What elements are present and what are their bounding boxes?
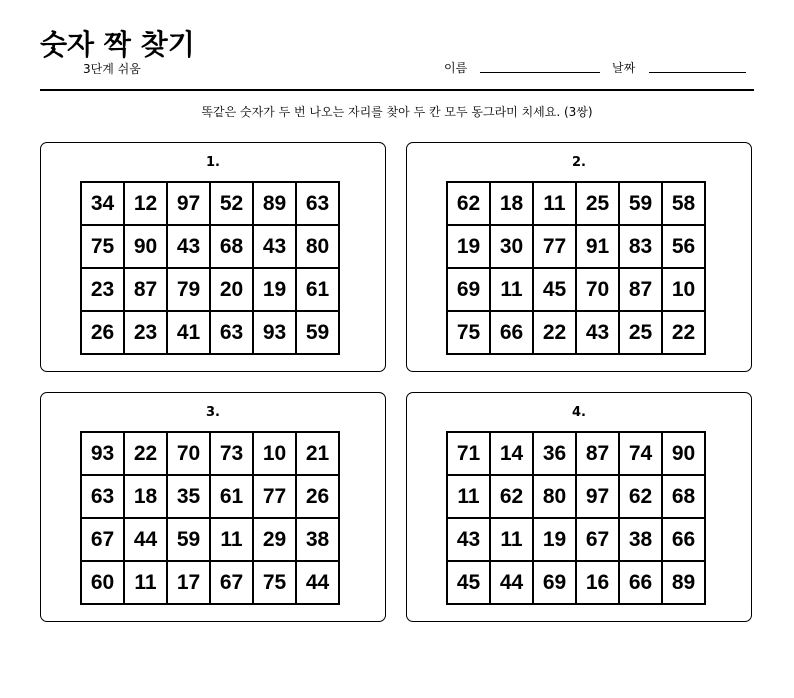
grid-row (81, 432, 339, 475)
grid-row (81, 518, 339, 561)
number-cell[interactable]: 23 (81, 268, 124, 311)
number-cell[interactable]: 59 (296, 311, 339, 354)
number-cell[interactable]: 69 (447, 268, 490, 311)
number-cell[interactable]: 89 (253, 182, 296, 225)
number-cell[interactable]: 45 (533, 268, 576, 311)
number-cell[interactable]: 66 (662, 518, 705, 561)
number-cell[interactable]: 62 (619, 475, 662, 518)
instructions-text: 똑같은 숫자가 두 번 나오는 자리를 찾아 두 칸 모두 동그라미 치세요. (3쌍) (201, 105, 593, 119)
number-cell[interactable]: 63 (296, 182, 339, 225)
name-blank-line[interactable] (480, 72, 600, 73)
number-cell[interactable]: 41 (167, 311, 210, 354)
grid-row (447, 268, 705, 311)
grid-row (447, 475, 705, 518)
number-cell[interactable]: 63 (210, 311, 253, 354)
number-cell[interactable]: 67 (81, 518, 124, 561)
number-cell[interactable]: 38 (296, 518, 339, 561)
number-cell[interactable]: 56 (662, 225, 705, 268)
number-cell[interactable]: 10 (662, 268, 705, 311)
number-cell[interactable]: 11 (124, 561, 167, 604)
grid-row (81, 182, 339, 225)
grid-row (447, 311, 705, 354)
number-cell[interactable]: 38 (619, 518, 662, 561)
number-cell[interactable]: 18 (124, 475, 167, 518)
number-cell[interactable]: 11 (490, 268, 533, 311)
number-cell[interactable]: 12 (124, 182, 167, 225)
number-cell[interactable]: 43 (447, 518, 490, 561)
number-cell[interactable]: 22 (124, 432, 167, 475)
number-cell[interactable]: 29 (253, 518, 296, 561)
number-cell[interactable]: 91 (576, 225, 619, 268)
grid-row (447, 432, 705, 475)
number-cell[interactable]: 22 (662, 311, 705, 354)
number-cell[interactable]: 70 (167, 432, 210, 475)
number-cell[interactable]: 23 (124, 311, 167, 354)
puzzle-number: 1. (206, 155, 220, 170)
number-cell[interactable]: 79 (167, 268, 210, 311)
number-cell[interactable]: 11 (490, 518, 533, 561)
worksheet-title: 숫자 짝 찾기 (40, 28, 195, 61)
number-cell[interactable]: 22 (533, 311, 576, 354)
number-cell[interactable]: 62 (490, 475, 533, 518)
date-blank-line[interactable] (649, 72, 746, 73)
number-cell[interactable]: 16 (576, 561, 619, 604)
number-cell[interactable]: 18 (490, 182, 533, 225)
number-cell[interactable]: 59 (619, 182, 662, 225)
number-cell[interactable]: 66 (490, 311, 533, 354)
grid-row (81, 311, 339, 354)
number-cell[interactable]: 61 (296, 268, 339, 311)
number-cell[interactable]: 68 (662, 475, 705, 518)
number-cell[interactable]: 44 (296, 561, 339, 604)
number-cell[interactable]: 67 (576, 518, 619, 561)
number-cell[interactable]: 73 (210, 432, 253, 475)
number-cell[interactable]: 62 (447, 182, 490, 225)
number-cell[interactable]: 45 (447, 561, 490, 604)
number-cell[interactable]: 97 (167, 182, 210, 225)
number-cell[interactable]: 68 (210, 225, 253, 268)
number-cell[interactable]: 14 (490, 432, 533, 475)
number-cell[interactable]: 70 (576, 268, 619, 311)
number-cell[interactable]: 36 (533, 432, 576, 475)
number-cell[interactable]: 30 (490, 225, 533, 268)
puzzle-panel-2 (406, 142, 752, 372)
number-grid (80, 181, 340, 355)
number-cell[interactable]: 19 (533, 518, 576, 561)
puzzle-panel-3 (40, 392, 386, 622)
number-cell[interactable]: 75 (81, 225, 124, 268)
grid-row (81, 225, 339, 268)
number-cell[interactable]: 67 (210, 561, 253, 604)
number-cell[interactable]: 26 (81, 311, 124, 354)
number-cell[interactable]: 44 (490, 561, 533, 604)
number-cell[interactable]: 34 (81, 182, 124, 225)
number-cell[interactable]: 89 (662, 561, 705, 604)
number-grid (446, 181, 706, 355)
number-cell[interactable]: 80 (296, 225, 339, 268)
number-cell[interactable]: 21 (296, 432, 339, 475)
puzzle-panel-4 (406, 392, 752, 622)
number-cell[interactable]: 61 (210, 475, 253, 518)
number-cell[interactable]: 97 (576, 475, 619, 518)
number-cell[interactable]: 11 (533, 182, 576, 225)
number-cell[interactable]: 11 (447, 475, 490, 518)
number-cell[interactable]: 93 (81, 432, 124, 475)
number-cell[interactable]: 20 (210, 268, 253, 311)
number-cell[interactable]: 59 (167, 518, 210, 561)
puzzle-number: 2. (572, 155, 586, 170)
grid-row (447, 225, 705, 268)
number-cell[interactable]: 90 (662, 432, 705, 475)
number-cell[interactable]: 19 (253, 268, 296, 311)
number-cell[interactable]: 77 (533, 225, 576, 268)
number-cell[interactable]: 77 (253, 475, 296, 518)
grid-row (447, 561, 705, 604)
number-cell[interactable]: 44 (124, 518, 167, 561)
number-cell[interactable]: 83 (619, 225, 662, 268)
grid-row (81, 475, 339, 518)
number-cell[interactable]: 75 (447, 311, 490, 354)
number-cell[interactable]: 80 (533, 475, 576, 518)
number-cell[interactable]: 25 (619, 311, 662, 354)
puzzle-number: 4. (572, 405, 586, 420)
grid-row (81, 268, 339, 311)
grid-row (447, 518, 705, 561)
number-cell[interactable]: 66 (619, 561, 662, 604)
grid-row (81, 561, 339, 604)
number-cell[interactable]: 93 (253, 311, 296, 354)
level-subtitle: 3단계 쉬움 (83, 62, 141, 76)
number-cell[interactable]: 52 (210, 182, 253, 225)
number-cell[interactable]: 17 (167, 561, 210, 604)
number-cell[interactable]: 63 (81, 475, 124, 518)
number-cell[interactable]: 60 (81, 561, 124, 604)
number-cell[interactable]: 26 (296, 475, 339, 518)
number-cell[interactable]: 10 (253, 432, 296, 475)
number-cell[interactable]: 87 (576, 432, 619, 475)
number-cell[interactable]: 90 (124, 225, 167, 268)
number-cell[interactable]: 58 (662, 182, 705, 225)
number-cell[interactable]: 35 (167, 475, 210, 518)
number-cell[interactable]: 74 (619, 432, 662, 475)
number-cell[interactable]: 43 (167, 225, 210, 268)
header-divider (40, 89, 754, 91)
number-cell[interactable]: 69 (533, 561, 576, 604)
number-cell[interactable]: 25 (576, 182, 619, 225)
grid-row (447, 182, 705, 225)
number-cell[interactable]: 43 (253, 225, 296, 268)
number-grid (80, 431, 340, 605)
number-cell[interactable]: 71 (447, 432, 490, 475)
number-cell[interactable]: 19 (447, 225, 490, 268)
date-label: 날짜 (612, 61, 636, 75)
number-cell[interactable]: 43 (576, 311, 619, 354)
puzzle-panel-1 (40, 142, 386, 372)
number-cell[interactable]: 87 (124, 268, 167, 311)
number-cell[interactable]: 75 (253, 561, 296, 604)
name-label: 이름 (444, 61, 468, 75)
puzzle-number: 3. (206, 405, 220, 420)
number-grid (446, 431, 706, 605)
number-cell[interactable]: 11 (210, 518, 253, 561)
number-cell[interactable]: 87 (619, 268, 662, 311)
